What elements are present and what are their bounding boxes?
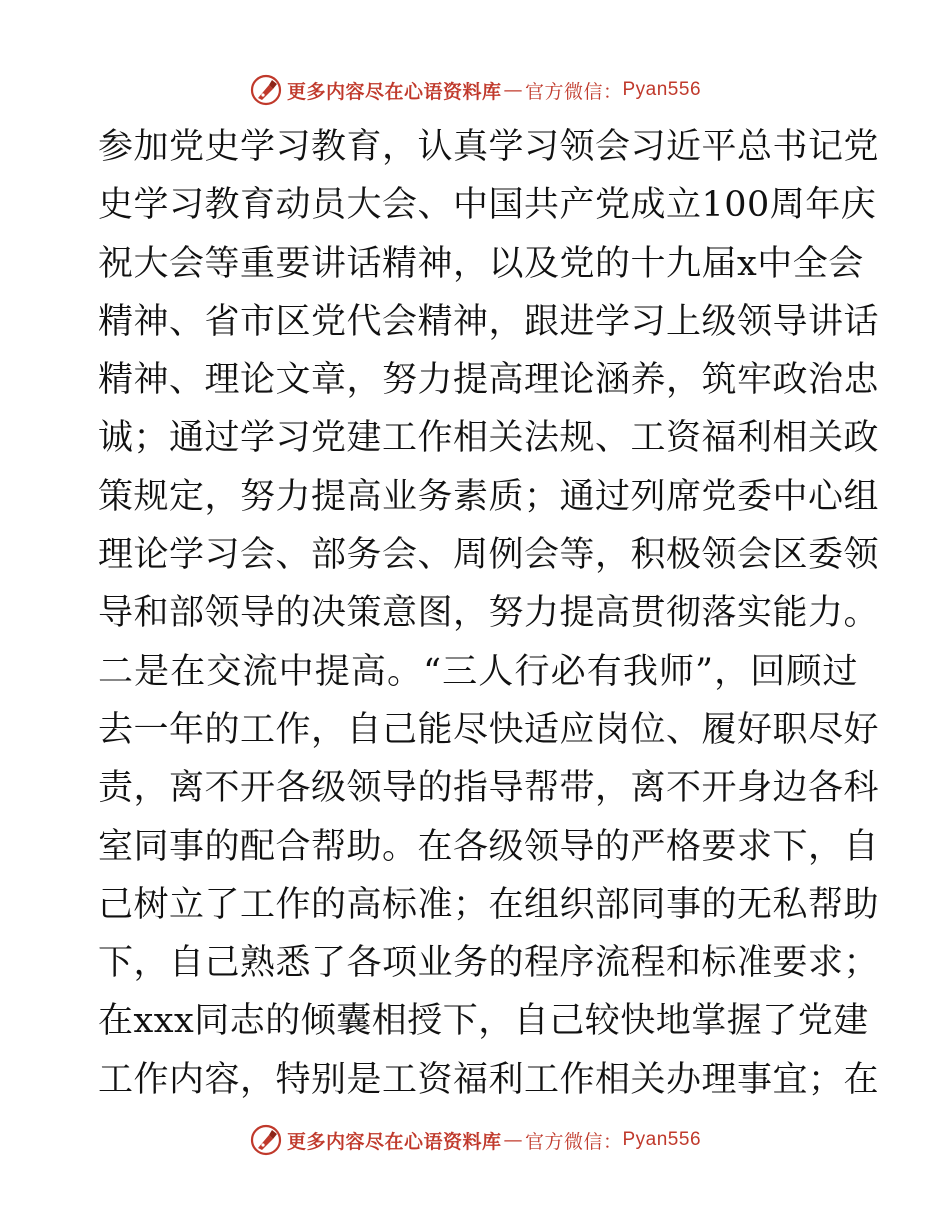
body-line: 去一年的工作，自己能尽快适应岗位、履好职尽好 <box>98 709 880 750</box>
body-line: 二是在交流中提高。“三人行必有我师”，回顾过 <box>98 651 858 692</box>
body-line: 导和部领导的决策意图，努力提高贯彻落实能力。 <box>98 593 880 634</box>
banner-wechat-id: Pyan556 <box>622 1129 702 1150</box>
body-line: 在xxx同志的倾囊相授下，自己较快地掌握了党建 <box>98 1001 869 1042</box>
body-line: 史学习教育动员大会、中国共产党成立100周年庆 <box>98 185 877 226</box>
banner-dash: — <box>503 79 523 101</box>
body-line: 参加党史学习教育，认真学习领会习近平总书记党 <box>98 127 880 167</box>
banner-official-label: 官方微信： <box>524 80 623 103</box>
pen-nib-circle-icon <box>249 73 283 107</box>
body-line: 诚；通过学习党建工作相关法规、工资福利相关政 <box>98 418 880 459</box>
body-line: 己树立了工作的高标准；在组织部同事的无私帮助 <box>98 884 880 925</box>
body-line: 精神、理论文章，努力提高理论涵养，筑牢政治忠 <box>98 360 880 401</box>
banner-dash: — <box>503 1129 523 1151</box>
body-line: 祝大会等重要讲话精神，以及党的十九届x中全会 <box>98 243 864 284</box>
header-banner <box>0 70 950 110</box>
body-line: 下，自己熟悉了各项业务的程序流程和标准要求； <box>98 943 880 984</box>
body-line: 理论学习会、部务会、周例会等，积极领会区委领 <box>98 535 880 576</box>
banner-brand-text: 更多内容尽在心语资料库 <box>286 80 502 103</box>
body-line: 室同事的配合帮助。在各级领导的严格要求下，自 <box>98 826 880 867</box>
banner-brand-text: 更多内容尽在心语资料库 <box>286 1130 502 1153</box>
document-body <box>98 118 880 1109</box>
body-line: 工作内容，特别是工资福利工作相关办理事宜；在 <box>98 1059 880 1100</box>
banner-wechat-id: Pyan556 <box>622 79 702 100</box>
banner-official-label: 官方微信： <box>524 1130 623 1153</box>
pen-nib-circle-icon <box>249 1123 283 1157</box>
body-line: 策规定，努力提高业务素质；通过列席党委中心组 <box>98 476 880 517</box>
body-line: 责，离不开各级领导的指导帮带，离不开身边各科 <box>98 768 880 809</box>
body-line: 精神、省市区党代会精神，跟进学习上级领导讲话 <box>98 301 880 342</box>
footer-banner <box>0 1120 950 1160</box>
